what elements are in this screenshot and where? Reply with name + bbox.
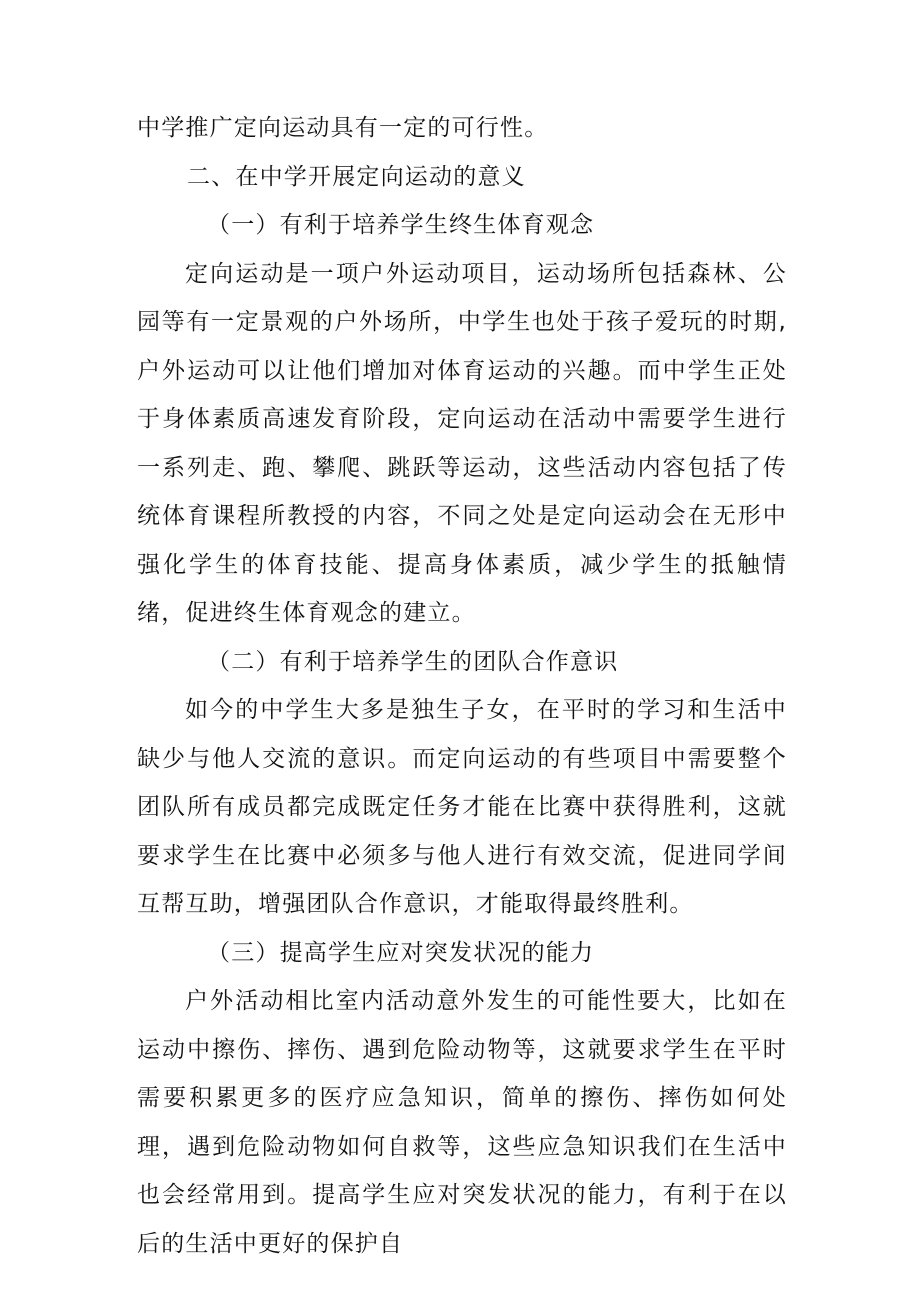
subsection-body-3: 户外活动相比室内活动意外发生的可能性要大，比如在运动中擦伤、摔伤、遇到危险动物等，这就要求学生在平时需要积累更多的医疗应急知识，简单的擦伤、摔伤如何处理，遇到危险动物如何自救等，这些应急知识我们在生活中也会经常用到。提高学生应对突发状况的能力，有利于在以后的生活中更好的保护自 [137, 988, 787, 1257]
subsection-heading-1: （一）有利于培养学生终生体育观念 [207, 212, 595, 238]
section-heading: 二、在中学开展定向运动的意义 [187, 163, 526, 190]
subsection-body-1: 定向运动是一项户外运动项目，运动场所包括森林、公园等有一定景观的户外场所，中学生也处于孩子爱玩的时期,户外运动可以让他们增加对体育运动的兴趣。而中学生正处于身体素质高速发育阶段，定向运动在活动中需要学生进行一系列走、跑、攀爬、跳跃等运动，这些活动内容包括了传统体育课程所教授的内容，不同之处是定向运动会在无形中强化学生的体育技能、提高身体素质，减少学生的抵触情绪，促进终生体育观念的建立。 [137, 260, 787, 626]
subsection-heading-2: （二）有利于培养学生的团队合作意识 [207, 648, 619, 675]
document-body [137, 104, 787, 1268]
subsection-body-2: 如今的中学生大多是独生子女，在平时的学习和生活中缺少与他人交流的意识。而定向运动的有些项目中需要整个团队所有成员都完成既定任务才能在比赛中获得胜利，这就要求学生在比赛中必须多与他人进行有效交流，促进同学间互帮互助，增强团队合作意识，才能取得最终胜利。 [137, 697, 787, 917]
subsection-heading-3: （三）提高学生应对突发状况的能力 [207, 939, 595, 966]
lead-line: 中学推广定向运动具有一定的可行性。 [137, 115, 549, 141]
